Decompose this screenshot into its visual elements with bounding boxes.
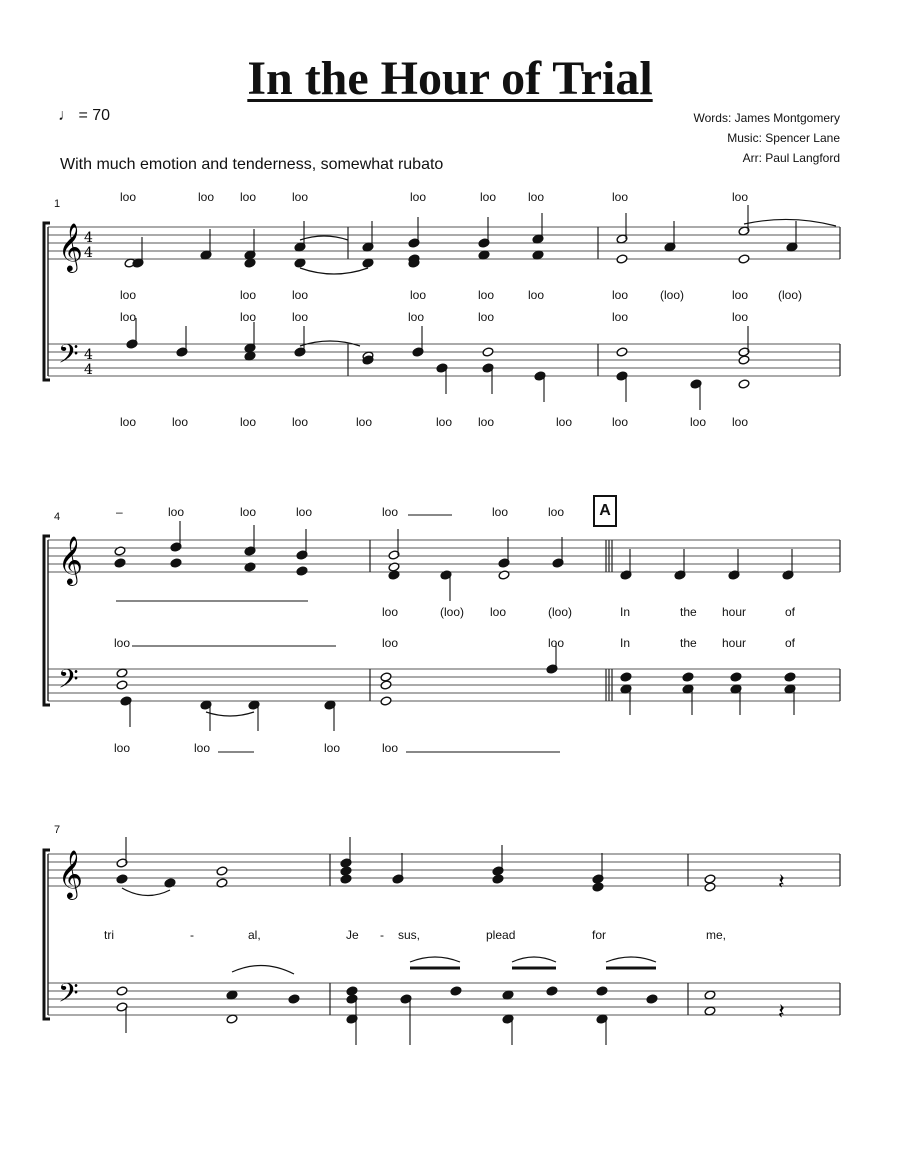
soprano-lyric: loo bbox=[240, 190, 257, 204]
bass-lyric: loo bbox=[556, 415, 573, 429]
soprano-lyric: loo bbox=[240, 505, 257, 519]
time-signature: 4 bbox=[84, 230, 93, 246]
credit-words: Words: James Montgomery bbox=[693, 111, 840, 125]
time-signature: 4 bbox=[84, 362, 93, 378]
soprano-lyric: loo bbox=[168, 505, 185, 519]
treble-clef: 𝄞 bbox=[58, 849, 83, 898]
treble-clef: 𝄞 bbox=[58, 535, 83, 584]
lyric: for bbox=[592, 928, 607, 942]
bass-lyric: loo bbox=[478, 415, 495, 429]
slur bbox=[122, 888, 170, 896]
time-signature: 4 bbox=[84, 347, 93, 363]
alto-lyric: In bbox=[620, 605, 631, 619]
tenor-lyric: hour bbox=[722, 636, 747, 650]
slur bbox=[206, 712, 254, 716]
tenor-lyric: loo bbox=[478, 310, 495, 324]
tenor-lyric: loo bbox=[240, 310, 257, 324]
notehead bbox=[380, 680, 392, 690]
bass-lyric: loo bbox=[292, 415, 309, 429]
tenor-lyric: loo bbox=[114, 636, 131, 650]
bass-lyric: loo bbox=[356, 415, 373, 429]
soprano-lyric: loo bbox=[480, 190, 497, 204]
notehead bbox=[450, 986, 462, 996]
alto-lyric: loo bbox=[382, 605, 399, 619]
bass-lyric: loo bbox=[690, 415, 707, 429]
measure-number: 7 bbox=[54, 824, 61, 836]
notehead bbox=[784, 672, 796, 682]
soprano-lyric: loo bbox=[492, 505, 509, 519]
soprano-lyric: loo bbox=[528, 190, 545, 204]
notehead bbox=[738, 254, 750, 264]
notehead bbox=[346, 986, 358, 996]
notehead bbox=[116, 680, 128, 690]
alto-lyric: hour bbox=[722, 605, 747, 619]
notehead bbox=[288, 994, 300, 1004]
treble-clef: 𝄞 bbox=[58, 222, 83, 271]
notehead bbox=[388, 570, 400, 580]
lyric: me, bbox=[706, 928, 727, 942]
bass-lyric: loo bbox=[436, 415, 453, 429]
alto-lyric: loo bbox=[478, 288, 495, 302]
notehead bbox=[164, 878, 176, 888]
bass-lyric: loo bbox=[382, 741, 399, 755]
slur bbox=[232, 965, 294, 974]
soprano-lyric: loo bbox=[612, 190, 629, 204]
soprano-lyric: loo bbox=[198, 190, 215, 204]
notehead bbox=[620, 672, 632, 682]
alto-lyric: loo bbox=[732, 288, 749, 302]
credit-music: Music: Spencer Lane bbox=[727, 131, 840, 145]
bass-lyric: loo bbox=[732, 415, 749, 429]
notehead bbox=[244, 562, 256, 572]
notehead bbox=[546, 986, 558, 996]
lyric: al, bbox=[248, 928, 261, 942]
notehead bbox=[646, 994, 658, 1004]
soprano-lyric: loo bbox=[120, 190, 137, 204]
expression-marking: With much emotion and tenderness, somewhat rubato bbox=[60, 156, 444, 173]
tenor-lyric: loo bbox=[548, 636, 565, 650]
alto-lyric: loo bbox=[292, 288, 309, 302]
notehead bbox=[340, 874, 352, 884]
soprano-lyric: loo bbox=[296, 505, 313, 519]
tenor-lyric: loo bbox=[408, 310, 425, 324]
alto-lyric: loo bbox=[120, 288, 137, 302]
tenor-lyric: the bbox=[680, 636, 697, 650]
notehead bbox=[380, 696, 392, 706]
measure-number: 1 bbox=[54, 198, 61, 210]
notehead bbox=[704, 882, 716, 892]
notehead bbox=[380, 672, 392, 682]
bass-lyric: loo bbox=[240, 415, 257, 429]
soprano-lyric: loo bbox=[732, 190, 749, 204]
notehead bbox=[498, 570, 510, 580]
notehead bbox=[482, 347, 494, 357]
notehead bbox=[492, 874, 504, 884]
alto-lyric: loo bbox=[410, 288, 427, 302]
notehead bbox=[704, 874, 716, 884]
lyric: - bbox=[380, 928, 384, 942]
notehead bbox=[616, 254, 628, 264]
alto-lyric: (loo) bbox=[440, 605, 465, 619]
lyric: Je bbox=[346, 928, 359, 942]
alto-lyric: (loo) bbox=[660, 288, 685, 302]
notehead bbox=[592, 882, 604, 892]
slur bbox=[744, 219, 836, 226]
alto-lyric: loo bbox=[528, 288, 545, 302]
notehead bbox=[616, 347, 628, 357]
tenor-lyric: In bbox=[620, 636, 631, 650]
alto-lyric: loo bbox=[490, 605, 507, 619]
tenor-lyric: loo bbox=[612, 310, 629, 324]
notehead bbox=[682, 672, 694, 682]
notehead bbox=[738, 355, 750, 365]
tenor-lyric: loo bbox=[120, 310, 137, 324]
lyric: plead bbox=[486, 928, 516, 942]
notehead bbox=[596, 986, 608, 996]
tempo-marking: ♩ = 70 bbox=[58, 107, 111, 124]
soprano-lyric: loo bbox=[382, 505, 399, 519]
bass-clef: 𝄢 bbox=[58, 338, 79, 376]
credit-arranger: Arr: Paul Langford bbox=[742, 151, 840, 165]
lyric: tri bbox=[104, 928, 114, 942]
lyric: - bbox=[190, 928, 194, 942]
slur bbox=[300, 268, 368, 274]
quarter-rest: 𝄽 bbox=[778, 870, 785, 895]
tenor-lyric: loo bbox=[732, 310, 749, 324]
alto-lyric: (loo) bbox=[548, 605, 573, 619]
system-bracket bbox=[44, 536, 50, 705]
slur bbox=[606, 957, 656, 962]
page-title: In the Hour of Trial bbox=[247, 52, 653, 105]
notehead bbox=[116, 986, 128, 996]
tenor-lyric: of bbox=[785, 636, 796, 650]
bass-clef: 𝄢 bbox=[58, 663, 79, 701]
alto-lyric: of bbox=[785, 605, 796, 619]
system-bracket bbox=[44, 850, 50, 1019]
bass-clef: 𝄢 bbox=[58, 977, 79, 1015]
notehead bbox=[340, 866, 352, 876]
tenor-lyric: loo bbox=[382, 636, 399, 650]
measure-number: 4 bbox=[54, 511, 61, 523]
tenor-lyric: loo bbox=[292, 310, 309, 324]
alto-lyric: loo bbox=[240, 288, 257, 302]
notehead bbox=[216, 866, 228, 876]
bass-lyric: loo bbox=[120, 415, 137, 429]
notehead bbox=[738, 379, 750, 389]
bass-lyric: loo bbox=[612, 415, 629, 429]
notehead bbox=[216, 878, 228, 888]
system-bracket bbox=[44, 223, 50, 380]
notehead bbox=[730, 672, 742, 682]
soprano-lyric: loo bbox=[548, 505, 565, 519]
rehearsal-mark: A bbox=[593, 495, 617, 527]
alto-lyric: (loo) bbox=[778, 288, 803, 302]
bass-lyric: loo bbox=[194, 741, 211, 755]
soprano-lyric: loo bbox=[410, 190, 427, 204]
time-signature: 4 bbox=[84, 245, 93, 261]
notehead bbox=[170, 558, 182, 568]
slur bbox=[300, 236, 348, 240]
notehead bbox=[388, 562, 400, 572]
bass-lyric: loo bbox=[114, 741, 131, 755]
slur bbox=[410, 957, 460, 962]
bass-lyric: loo bbox=[324, 741, 341, 755]
bass-lyric: loo bbox=[172, 415, 189, 429]
notehead bbox=[116, 874, 128, 884]
soprano-lyric: – bbox=[116, 505, 123, 519]
notehead bbox=[114, 558, 126, 568]
alto-lyric: the bbox=[680, 605, 697, 619]
quarter-rest: 𝄽 bbox=[778, 1000, 785, 1025]
notehead bbox=[296, 566, 308, 576]
slur bbox=[512, 957, 556, 962]
lyric: sus, bbox=[398, 928, 421, 942]
notehead bbox=[114, 546, 126, 556]
alto-lyric: loo bbox=[612, 288, 629, 302]
soprano-lyric: loo bbox=[292, 190, 309, 204]
